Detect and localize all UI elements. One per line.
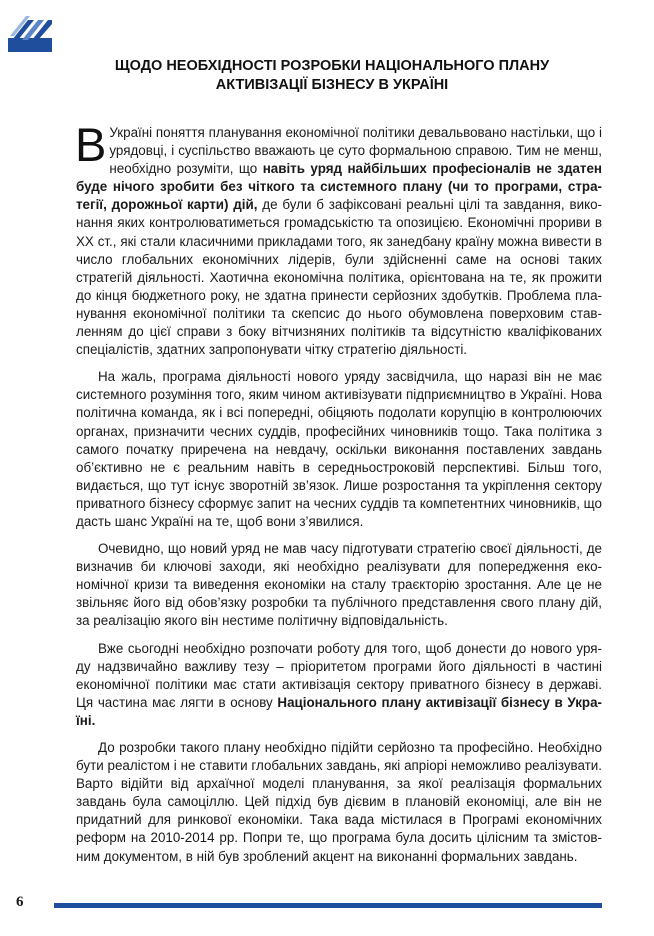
drop-cap: В — [75, 118, 107, 171]
paragraph-2: На жаль, програма діяльності нового уряду засвідчила, що наразі він не має системного розуміння того, яким чином активізувати підприємництво в Україні. Нова політична команда, як і всі попередні, обіцяють подолати корупцію в контролюючих органах, призначити чесних суддів, професійних чиновників тощо. Така політика з самого початку приречена на невдачу, оскільки виконання поставлених завдань об’єктивно не є реальним навіть в середньостроковій перспективі. Більш того, видається, що тут існує зворотній зв’язок. Лише розростання та укріплення сектору приватного бізнесу сформує запит на чесних суддів та компетентних чиновників, що дасть шанс Україні на те, щоб вони з’явилися. — [76, 369, 602, 529]
page-title — [60, 57, 604, 95]
paragraph-1-text-b: де були б зафіксовані реальні цілі та завдання, виконання яких контролюватиметься громадськістю та опозицією. Економічні прориви в ХХ ст., які стали класичними прикладами того, як занедбану країну можна вивести в число глобальних економічних лідерів, були здійсненні саме на основі таких стратегій діяльності. Хаотична економічна політика, орієнтована на те, як прожити до кінця бюджетного року, не здатна принести серйозних здобутків. Проблема планування економічної політики та скепсис до нього обумовлена поверховим ставленням до цієї справи з боку вітчизняних політиків та відсутністю кваліфікованих спеціалістів, здатних запропонувати чітку стратегію діяльності. — [76, 197, 602, 358]
paragraph-4 — [76, 640, 602, 730]
title-line-1: ЩОДО НЕОБХІДНОСТІ РОЗРОБКИ НАЦІОНАЛЬНОГО ПЛАНУ — [114, 58, 550, 74]
paragraph-5: До розробки такого плану необхідно підійти серйозно та професійно. Необхідно бути реалістом і не ставити глобальних завдань, які апріорі неможливо реалізувати. Варто відійти від архаїчної моделі планування, за якої реалізація формальних завдань була самоціллю. Цей підхід був дієвим в плановій економіці, але він не придатний для ринкової економіки. Така вада містилася в Програмі економічних реформ на 2010-2014 рр. Попри те, що програма була досить цілісним та змістовним документом, в ній був зроблений акцент на виконанні формальних завдань. — [76, 740, 602, 864]
paragraph-1-bold: навіть уряд найбільших професіоналів не здатен буде нічого зробити без чіткого та системного плану (чи то програми, стратегії, дорожньої карти) дій, — [76, 161, 603, 213]
title-line-2: АКТИВІЗАЦІЇ БІЗНЕСУ В УКРАЇНІ — [215, 77, 449, 93]
footer-rule — [54, 903, 602, 908]
paragraph-1-text-a: Україні поняття планування економічної політики девальвовано настільки, що і урядовці, і суспільство вважають це суто формальною справою. Тим не менш, необхідно розуміти, що — [109, 125, 602, 177]
uspp-logo — [8, 14, 52, 66]
paragraph-4-text: Вже сьогодні необхідно розпочати роботу для того, щоб донести до нового уряду надзвичайно важливу тезу – пріоритетом програми його діяльності в частині економічної політики має стати активізація сектору приватного бізнесу в державі. Ця частина має лягти в основу — [76, 640, 602, 710]
paragraph-4-bold: Національного плану активізації бізнесу в Україні. — [76, 694, 603, 728]
page-number: 6 — [16, 894, 24, 910]
article-body — [75, 118, 603, 875]
logo-label: УСПП — [18, 54, 42, 63]
paragraph-3: Очевидно, що новий уряд не мав часу підготувати стратегію своєї діяльності, де визначив би ключові заходи, які необхідно реалізувати для попередження економічної кризи та виведення економіки на сталу траєкторію зростання. Але це не звільняє його від обов’язку розробки та публічного представлення свого плану дій, за реалізацію якого він нестиме політичну відповідальність. — [76, 541, 602, 629]
paragraph-1 — [75, 118, 603, 359]
